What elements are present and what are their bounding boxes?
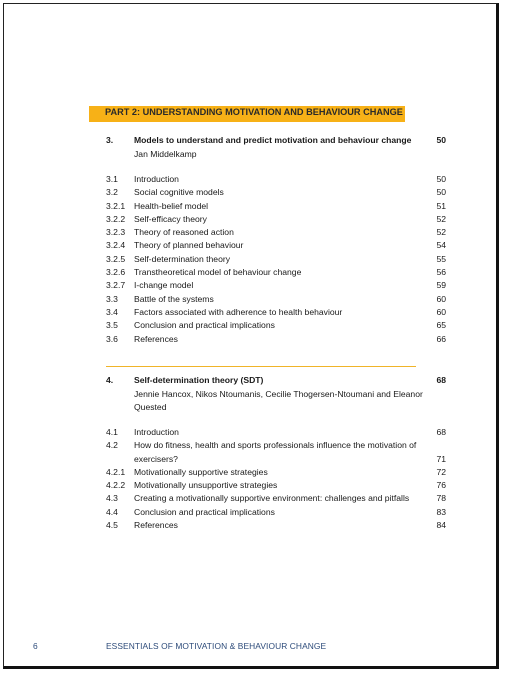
toc-entry-number: 3.4 — [106, 306, 118, 317]
toc-entry-title: Conclusion and practical implications — [134, 320, 275, 331]
toc-entry-page: 60 — [436, 293, 446, 304]
toc-entry[interactable] — [106, 333, 446, 346]
toc-entry-number: 4.2.1 — [106, 466, 126, 477]
chapter-heading[interactable] — [106, 375, 446, 388]
toc-entry-number: 3.2.1 — [106, 200, 126, 211]
toc-entry-page: 76 — [436, 480, 446, 491]
chapter-page: 68 — [436, 375, 446, 385]
toc-entry-number: 3.2.7 — [106, 280, 126, 291]
toc-entry[interactable] — [106, 279, 446, 292]
toc-entry[interactable] — [106, 226, 446, 239]
part-banner — [89, 106, 405, 122]
chapter-authors: Jennie Hancox, Nikos Ntoumanis, Cecilie Thogersen-Ntoumani and Eleanor Quested — [134, 389, 423, 412]
toc-entry-number: 3.1 — [106, 174, 118, 184]
toc-entry[interactable] — [106, 519, 446, 532]
toc-entry-page: 78 — [436, 493, 446, 504]
toc-entry[interactable] — [106, 506, 446, 519]
toc-entry-number: 3.2.5 — [106, 253, 126, 264]
part-banner-label: PART 2: UNDERSTANDING MOTIVATION AND BEHAVIOUR CHANGE — [105, 107, 403, 117]
toc-entry-number: 3.2.2 — [106, 213, 126, 224]
toc-entry-title: Transtheoretical model of behaviour change — [134, 267, 302, 278]
chapter-4-section — [106, 375, 446, 532]
toc-entry-title: Social cognitive models — [134, 187, 224, 198]
toc-entry-page: 72 — [436, 466, 446, 477]
toc-entry-page: 84 — [436, 520, 446, 531]
chapter-title: Self-determination theory (SDT) — [134, 375, 264, 385]
toc-entry-page: 68 — [436, 427, 446, 437]
toc-entry-page: 60 — [436, 306, 446, 317]
toc-entry[interactable] — [106, 200, 446, 213]
toc-entry-page: 54 — [436, 240, 446, 251]
toc-entry-title: References — [134, 520, 178, 531]
toc-entry-number: 4.2 — [106, 440, 118, 451]
chapter-number: 4. — [106, 375, 114, 385]
toc-entry-title: Motivationally supportive strategies — [134, 466, 268, 477]
toc-entry-title: How do fitness, health and sports professionals influence the motivation of exercisers? — [134, 440, 417, 464]
toc-entry-list — [106, 173, 446, 346]
toc-entry-title: Battle of the systems — [134, 293, 214, 304]
toc-entry[interactable] — [106, 293, 446, 306]
toc-entry[interactable] — [106, 466, 446, 479]
toc-entry-page: 55 — [436, 253, 446, 264]
toc-entry-page: 56 — [436, 267, 446, 278]
toc-entry-number: 4.4 — [106, 506, 118, 517]
toc-entry-title: Introduction — [134, 427, 179, 437]
toc-entry-title: Health-belief model — [134, 200, 209, 211]
toc-entry[interactable] — [106, 319, 446, 332]
toc-entry-number: 3.2.4 — [106, 240, 126, 251]
toc-entry-title: Theory of reasoned action — [134, 227, 234, 238]
toc-entry[interactable] — [106, 426, 446, 439]
toc-entry-number: 3.2.6 — [106, 267, 126, 278]
toc-entry-page: 50 — [436, 187, 446, 198]
toc-entry-page: 66 — [436, 333, 446, 344]
toc-entry-title: Conclusion and practical implications — [134, 506, 275, 517]
chapter-number: 3. — [106, 135, 114, 145]
section-divider — [106, 366, 416, 367]
toc-entry-list — [106, 426, 446, 532]
toc-entry[interactable] — [106, 266, 446, 279]
toc-entry-page: 50 — [436, 174, 446, 184]
chapter-authors: Jan Middelkamp — [134, 149, 197, 159]
toc-entry[interactable] — [106, 439, 446, 466]
toc-entry-number: 3.2 — [106, 187, 118, 198]
toc-entry-number: 3.5 — [106, 320, 118, 331]
toc-entry-title: Factors associated with adherence to health behaviour — [134, 306, 343, 317]
chapter-heading[interactable] — [106, 135, 446, 148]
toc-entry[interactable] — [106, 213, 446, 226]
toc-entry[interactable] — [106, 173, 446, 186]
toc-entry-page: 65 — [436, 320, 446, 331]
chapter-3-section — [106, 135, 446, 346]
toc-entry-title: Creating a motivationally supportive environment: challenges and pitfalls — [134, 493, 410, 504]
toc-entry-title: I-change model — [134, 280, 194, 291]
chapter-page: 50 — [436, 135, 446, 145]
toc-entry-page: 52 — [436, 213, 446, 224]
footer-book-title: ESSENTIALS OF MOTIVATION & BEHAVIOUR CHANGE — [106, 641, 327, 651]
toc-entry-page: 59 — [436, 280, 446, 291]
toc-entry[interactable] — [106, 239, 446, 252]
toc-entry-number: 3.6 — [106, 333, 118, 344]
toc-entry-number: 4.1 — [106, 427, 118, 437]
toc-entry[interactable] — [106, 253, 446, 266]
toc-entry-number: 4.3 — [106, 493, 118, 504]
toc-entry-title: Self-determination theory — [134, 253, 231, 264]
chapter-title: Models to understand and predict motivation and behaviour change — [134, 135, 412, 145]
toc-entry[interactable] — [106, 306, 446, 319]
toc-entry-page: 52 — [436, 227, 446, 238]
toc-entry-title: Theory of planned behaviour — [134, 240, 244, 251]
toc-entry-title: Self-efficacy theory — [134, 213, 207, 224]
toc-entry-number: 4.5 — [106, 520, 118, 531]
toc-entry-page: 51 — [436, 200, 446, 211]
toc-entry-page: 83 — [436, 506, 446, 517]
toc-entry[interactable] — [106, 492, 446, 505]
toc-entry-title: References — [134, 333, 178, 344]
toc-entry-number: 3.2.3 — [106, 227, 126, 238]
toc-entry[interactable] — [106, 479, 446, 492]
toc-entry-number: 4.2.2 — [106, 480, 126, 491]
footer-page-number: 6 — [33, 641, 38, 651]
toc-entry-title: Motivationally unsupportive strategies — [134, 480, 278, 491]
toc-entry[interactable] — [106, 186, 446, 199]
toc-entry-page: 71 — [436, 453, 446, 464]
toc-entry-title: Introduction — [134, 174, 179, 184]
toc-entry-number: 3.3 — [106, 293, 118, 304]
